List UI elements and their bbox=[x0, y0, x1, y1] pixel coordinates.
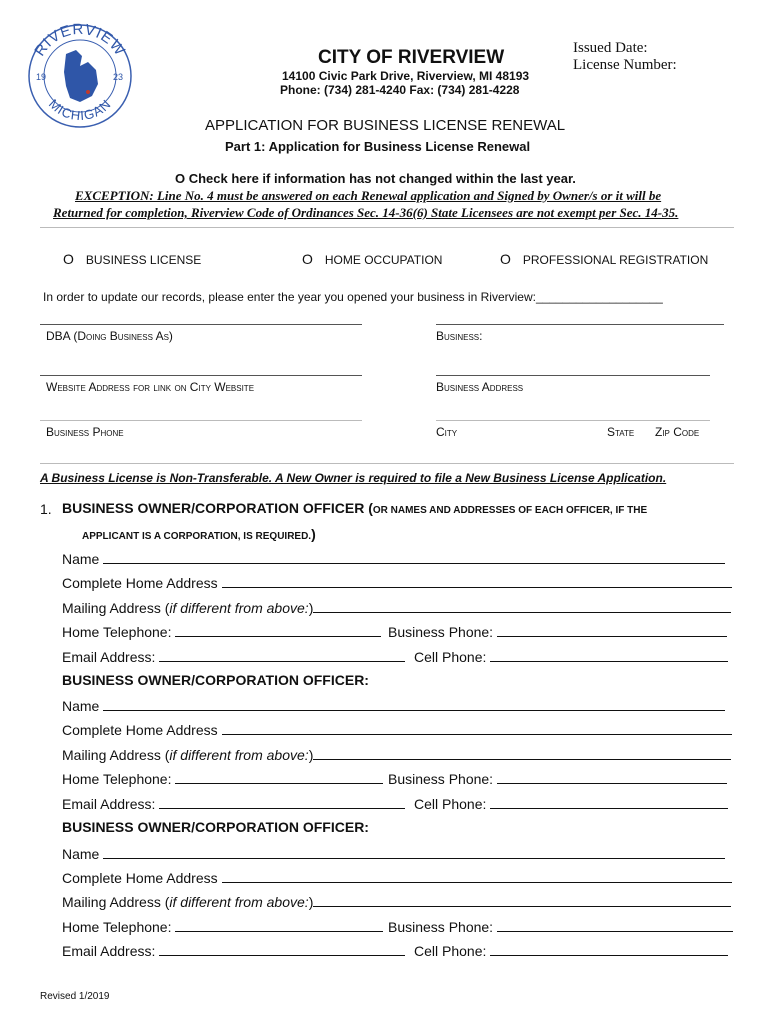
officer2-mailing-address-field[interactable]: Mailing Address (if different from above:) bbox=[62, 746, 731, 763]
business-phone-label: Business Phone bbox=[46, 425, 124, 439]
license-number-label: License Number: bbox=[573, 57, 677, 73]
revision-date: Revised 1/2019 bbox=[40, 991, 110, 1002]
state-label: State bbox=[607, 425, 635, 439]
option-home-occupation[interactable]: O HOME OCCUPATION bbox=[302, 251, 443, 267]
exception-line-2: Returned for completion, Riverview Code of Ordinances Sec. 14-36(6) State Licensees are not exempt per Sec. 14-35. bbox=[53, 205, 679, 220]
officer2-home-address-field[interactable]: Complete Home Address bbox=[62, 721, 732, 738]
officer2-home-phone-field[interactable]: Home Telephone: bbox=[62, 770, 383, 787]
dba-input-line[interactable] bbox=[40, 324, 362, 325]
business-address-input-line[interactable] bbox=[436, 375, 710, 376]
section-number: 1. bbox=[40, 501, 52, 517]
officer3-business-phone-field[interactable]: Business Phone: bbox=[388, 918, 733, 935]
section-heading: BUSINESS OWNER/CORPORATION OFFICER (OR NAMES AND ADDRESSES OF EACH OFFICER, IF THE bbox=[62, 500, 648, 516]
business-phone-input-line[interactable] bbox=[40, 420, 362, 421]
business-address-label: Business Address bbox=[436, 380, 524, 394]
officer1-home-address-field[interactable]: Complete Home Address bbox=[62, 574, 732, 591]
officer-heading: BUSINESS OWNER/CORPORATION OFFICER: bbox=[62, 672, 369, 688]
business-label: Business: bbox=[436, 329, 483, 343]
seal-year-left: 19 bbox=[36, 72, 47, 82]
city-state-zip-input-line[interactable] bbox=[436, 420, 710, 421]
officer3-mailing-address-field[interactable]: Mailing Address (if different from above:) bbox=[62, 893, 731, 910]
radio-icon: O bbox=[500, 251, 511, 267]
officer1-home-phone-field[interactable]: Home Telephone: bbox=[62, 623, 381, 640]
officer3-home-phone-field[interactable]: Home Telephone: bbox=[62, 918, 383, 935]
option-professional-registration[interactable]: O PROFESSIONAL REGISTRATION bbox=[500, 251, 709, 267]
no-change-checkbox[interactable]: O Check here if information has not changed within the last year. bbox=[175, 171, 576, 186]
officer3-cell-phone-field[interactable]: Cell Phone: bbox=[414, 942, 728, 959]
form-part-title: Part 1: Application for Business License Renewal bbox=[225, 139, 531, 154]
officer1-business-phone-field[interactable]: Business Phone: bbox=[388, 623, 727, 640]
website-label: Website Address for link on City Website bbox=[46, 380, 255, 394]
city-title: CITY OF RIVERVIEW bbox=[318, 47, 505, 68]
officer1-mailing-address-field[interactable]: Mailing Address (if different from above:) bbox=[62, 599, 731, 616]
city-phone: Phone: (734) 281-4240 Fax: (734) 281-4228 bbox=[280, 83, 520, 97]
officer3-email-field[interactable]: Email Address: bbox=[62, 942, 405, 959]
officer1-name-field[interactable]: Name bbox=[62, 550, 725, 567]
seal-top-text: RIVERVIEW bbox=[31, 22, 129, 60]
dba-label: DBA (Doing Business As) bbox=[46, 329, 173, 343]
officer1-cell-phone-field[interactable]: Cell Phone: bbox=[414, 648, 728, 665]
officer3-name-field[interactable]: Name bbox=[62, 845, 725, 862]
seal-bottom-text: MICHIGAN bbox=[45, 96, 115, 124]
radio-icon: O bbox=[63, 251, 74, 267]
website-input-line[interactable] bbox=[40, 375, 362, 376]
year-opened-prompt[interactable]: In order to update our records, please enter the year you opened your business in Riverview:___________________ bbox=[43, 290, 663, 304]
divider bbox=[40, 463, 734, 464]
city-seal-logo bbox=[26, 22, 134, 130]
officer3-home-address-field[interactable]: Complete Home Address bbox=[62, 869, 732, 886]
officer2-name-field[interactable]: Name bbox=[62, 697, 725, 714]
officer-heading: BUSINESS OWNER/CORPORATION OFFICER: bbox=[62, 819, 369, 835]
officer2-cell-phone-field[interactable]: Cell Phone: bbox=[414, 795, 728, 812]
exception-line-1: EXCEPTION: Line No. 4 must be answered on each Renewal application and Signed by Owner/s or it will be bbox=[75, 188, 662, 203]
issued-date-label: Issued Date: bbox=[573, 40, 648, 56]
svg-text:RIVERVIEW bbox=[31, 22, 128, 59]
officer2-business-phone-field[interactable]: Business Phone: bbox=[388, 770, 727, 787]
form-title: APPLICATION FOR BUSINESS LICENSE RENEWAL bbox=[205, 117, 566, 134]
seal-year-right: 23 bbox=[113, 72, 124, 82]
officer2-email-field[interactable]: Email Address: bbox=[62, 795, 405, 812]
business-input-line[interactable] bbox=[436, 324, 724, 325]
divider bbox=[40, 227, 734, 228]
city-label: City bbox=[436, 425, 458, 439]
section-heading-note: APPLICANT IS A CORPORATION, IS REQUIRED.) bbox=[82, 526, 316, 542]
zip-label: Zip Code bbox=[655, 425, 700, 439]
officer1-email-field[interactable]: Email Address: bbox=[62, 648, 405, 665]
city-address: 14100 Civic Park Drive, Riverview, MI 48193 bbox=[282, 69, 530, 83]
non-transferable-notice: A Business License is Non-Transferable. A New Owner is required to file a New Business License Application. bbox=[40, 471, 667, 485]
michigan-map-icon bbox=[64, 50, 98, 102]
option-business-license[interactable]: O BUSINESS LICENSE bbox=[63, 251, 202, 267]
radio-icon: O bbox=[302, 251, 313, 267]
